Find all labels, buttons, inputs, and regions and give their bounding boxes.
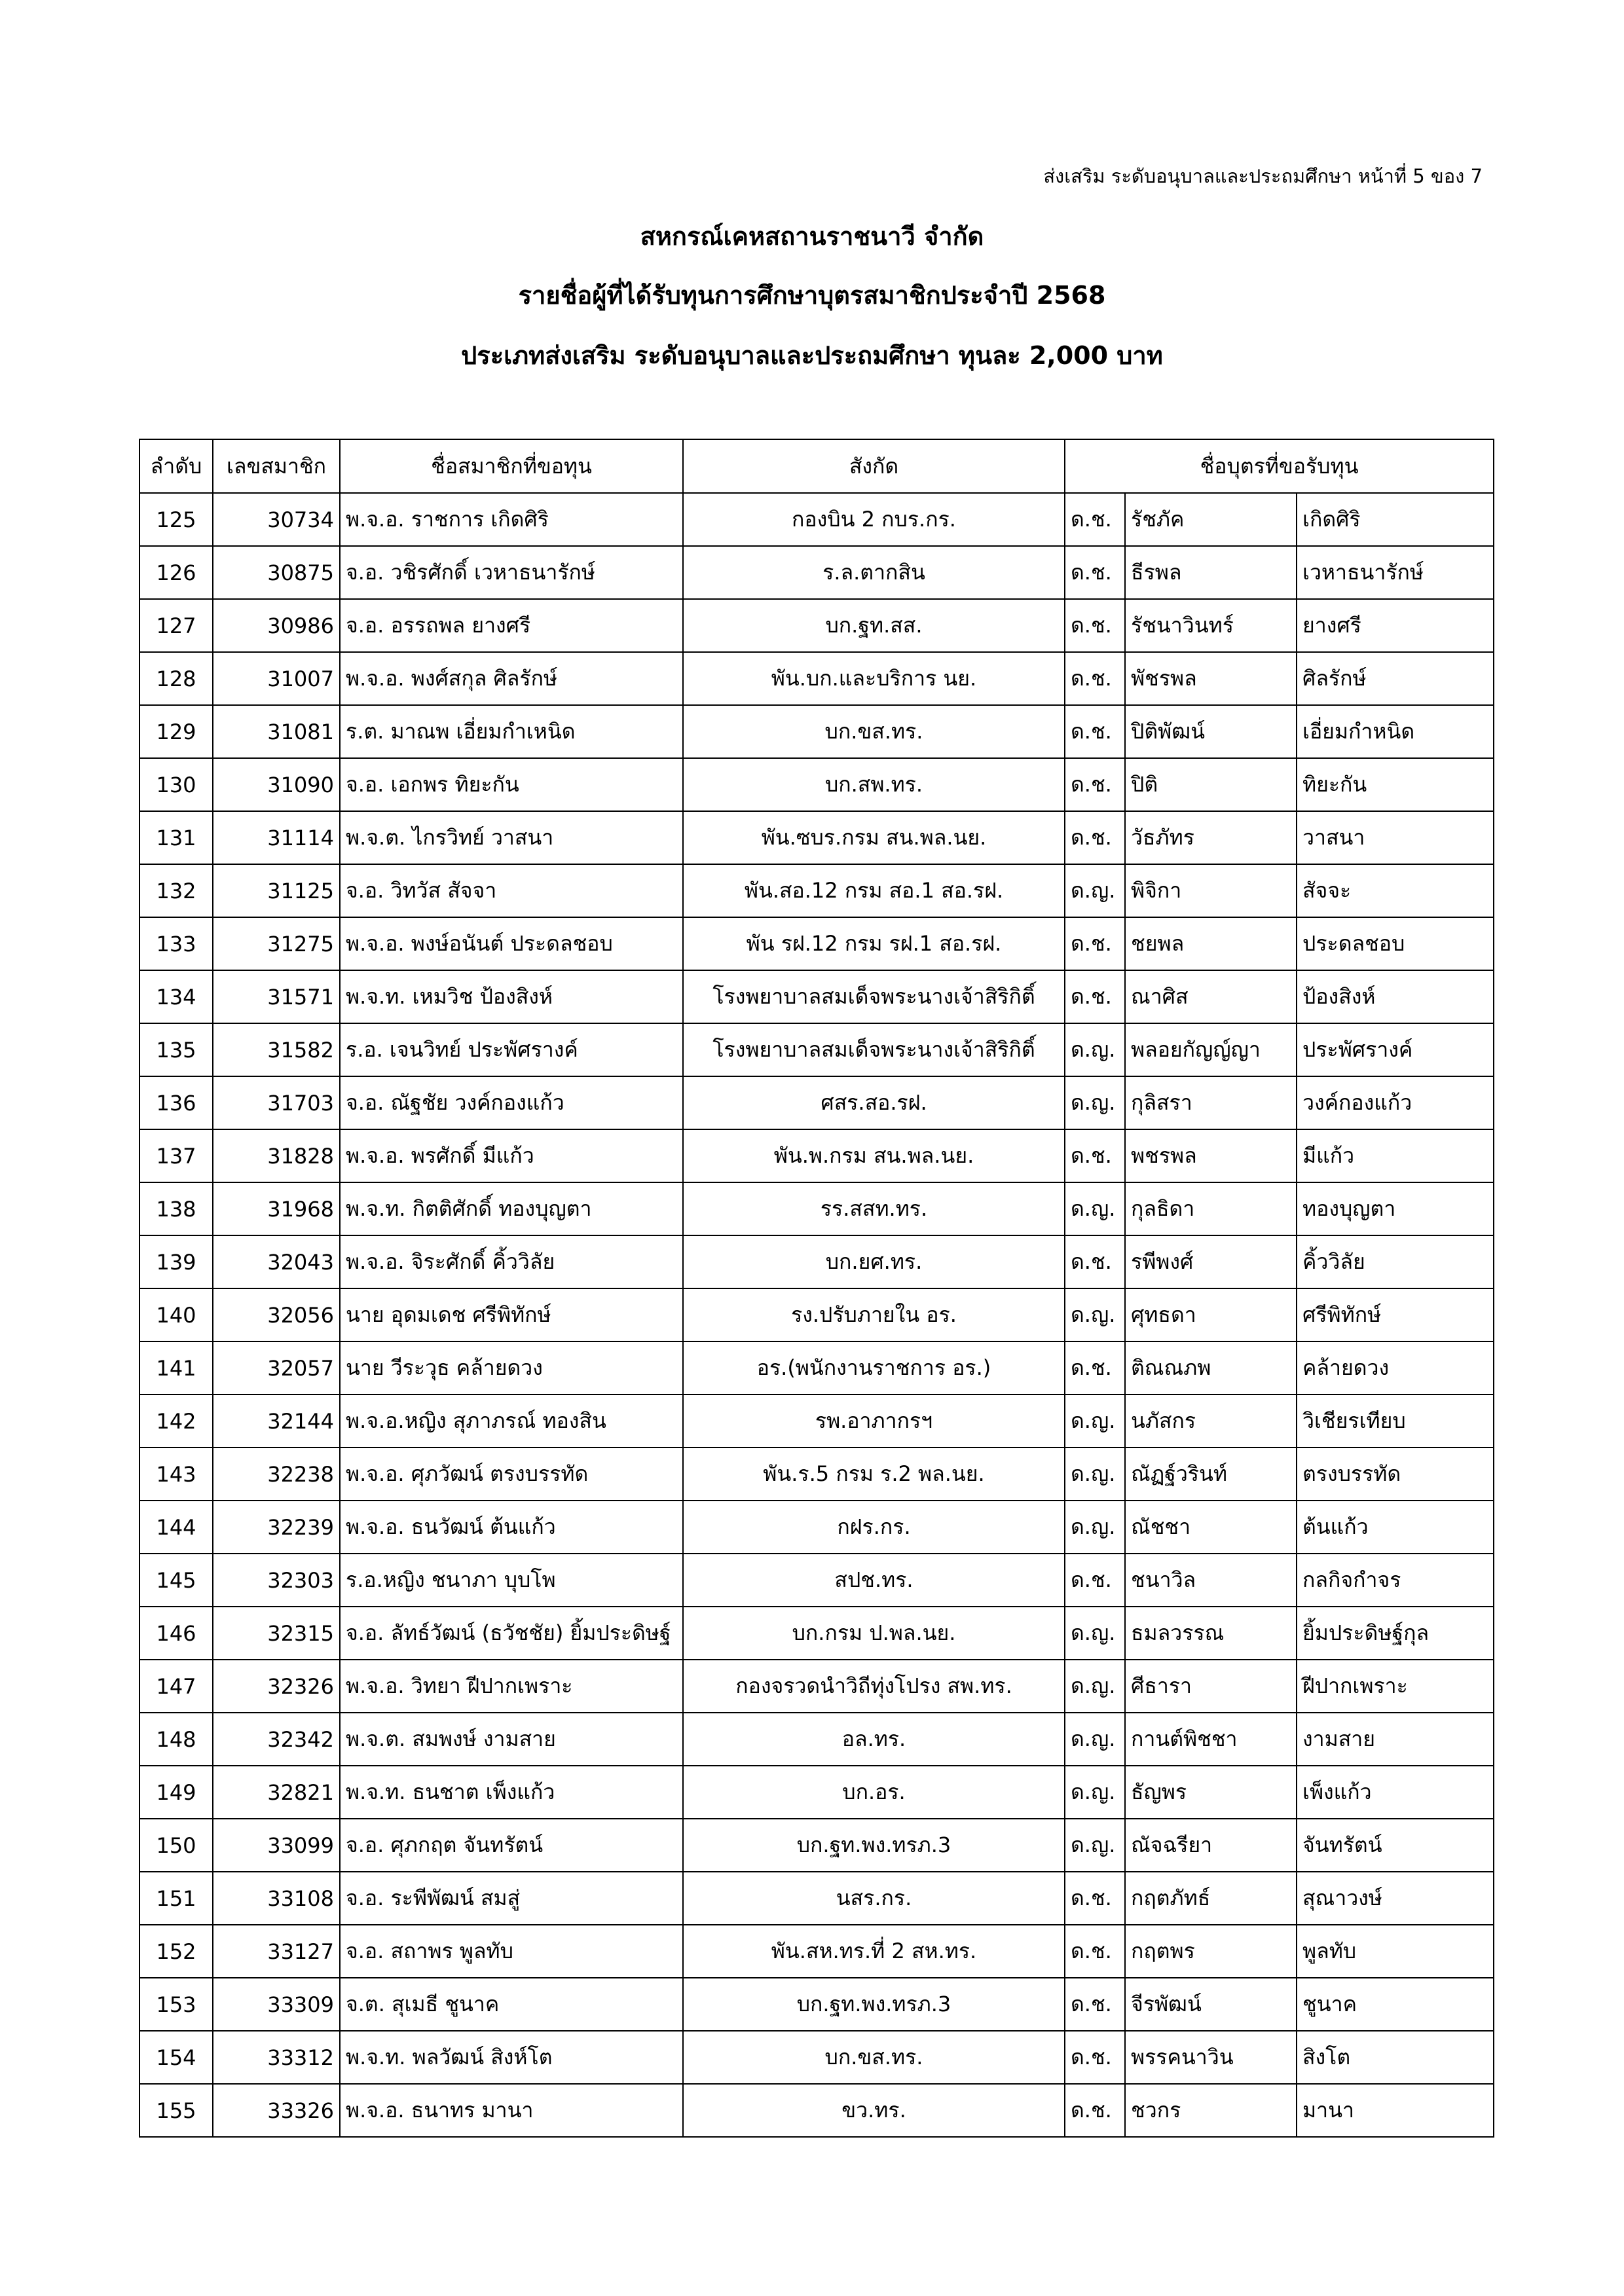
member-name: จ.อ. อรรถพล ยางศรี bbox=[340, 599, 683, 652]
child-first-name: พลอยกัญญ์ญา bbox=[1125, 1023, 1297, 1076]
member-unit: พัน.ร.5 กรม ร.2 พล.นย. bbox=[683, 1448, 1065, 1501]
member-id: 31081 bbox=[213, 705, 340, 758]
table-row bbox=[139, 599, 1494, 652]
member-id: 30734 bbox=[213, 493, 340, 546]
row-number: 132 bbox=[139, 864, 213, 917]
member-id: 32303 bbox=[213, 1554, 340, 1607]
member-unit: กฝร.กร. bbox=[683, 1501, 1065, 1554]
member-name: พ.จ.ต. ไกรวิทย์ วาสนา bbox=[340, 811, 683, 864]
child-first-name: ชยพล bbox=[1125, 917, 1297, 970]
row-number: 143 bbox=[139, 1448, 213, 1501]
member-name: พ.จ.ท. ธนชาต เพ็งแก้ว bbox=[340, 1766, 683, 1819]
child-last-name: ชูนาค bbox=[1297, 1978, 1494, 2031]
header-member-id: เลขสมาชิก bbox=[213, 439, 340, 493]
child-first-name: ติณณภพ bbox=[1125, 1341, 1297, 1394]
child-title: ด.ช. bbox=[1065, 2084, 1125, 2137]
child-first-name: ณัจฉรียา bbox=[1125, 1819, 1297, 1872]
child-first-name: กุลิสรา bbox=[1125, 1076, 1297, 1129]
child-first-name: พัชรพล bbox=[1125, 652, 1297, 705]
child-last-name: เวหาธนารักษ์ bbox=[1297, 546, 1494, 599]
member-name: จ.อ. เอกพร ทิยะกัน bbox=[340, 758, 683, 811]
member-id: 32057 bbox=[213, 1341, 340, 1394]
member-unit: บก.สพ.ทร. bbox=[683, 758, 1065, 811]
table-row bbox=[139, 1554, 1494, 1607]
row-number: 153 bbox=[139, 1978, 213, 2031]
member-name: นาย อุดมเดช ศรีพิทักษ์ bbox=[340, 1288, 683, 1341]
child-title: ด.ช. bbox=[1065, 1554, 1125, 1607]
row-number: 145 bbox=[139, 1554, 213, 1607]
child-title: ด.ญ. bbox=[1065, 1182, 1125, 1235]
member-name: พ.จ.อ. วิทยา ฝีปากเพราะ bbox=[340, 1660, 683, 1713]
member-name: นาย วีระวุธ คล้ายดวง bbox=[340, 1341, 683, 1394]
child-title: ด.ญ. bbox=[1065, 1501, 1125, 1554]
member-name: พ.จ.ท. กิตติศักดิ์ ทองบุญตา bbox=[340, 1182, 683, 1235]
table-row bbox=[139, 1129, 1494, 1182]
table-row bbox=[139, 1394, 1494, 1448]
member-id: 31114 bbox=[213, 811, 340, 864]
child-last-name: เอี่ยมกำหนิด bbox=[1297, 705, 1494, 758]
child-title: ด.ช. bbox=[1065, 1872, 1125, 1925]
member-unit: ขว.ทร. bbox=[683, 2084, 1065, 2137]
child-last-name: ต้นแก้ว bbox=[1297, 1501, 1494, 1554]
table-body bbox=[139, 493, 1494, 2137]
child-first-name: ชนาวิล bbox=[1125, 1554, 1297, 1607]
member-id: 32821 bbox=[213, 1766, 340, 1819]
child-title: ด.ช. bbox=[1065, 2031, 1125, 2084]
page-header: ส่งเสริม ระดับอนุบาลและประถมศึกษา หน้าที่ 5 ของ 7 bbox=[1043, 165, 1483, 187]
row-number: 155 bbox=[139, 2084, 213, 2137]
member-unit: รพ.อาภากรฯ bbox=[683, 1394, 1065, 1448]
member-name: พ.จ.อ. ธนวัฒน์ ต้นแก้ว bbox=[340, 1501, 683, 1554]
row-number: 151 bbox=[139, 1872, 213, 1925]
member-unit: บก.อร. bbox=[683, 1766, 1065, 1819]
header-child-name: ชื่อบุตรที่ขอรับทุน bbox=[1065, 439, 1494, 493]
child-last-name: ตรงบรรทัด bbox=[1297, 1448, 1494, 1501]
member-unit: บก.ขส.ทร. bbox=[683, 2031, 1065, 2084]
table-row bbox=[139, 758, 1494, 811]
member-name: ร.อ. เจนวิทย์ ประพัศรางค์ bbox=[340, 1023, 683, 1076]
member-id: 31828 bbox=[213, 1129, 340, 1182]
child-first-name: ศีธารา bbox=[1125, 1660, 1297, 1713]
child-title: ด.ช. bbox=[1065, 758, 1125, 811]
table-row bbox=[139, 864, 1494, 917]
row-number: 131 bbox=[139, 811, 213, 864]
row-number: 126 bbox=[139, 546, 213, 599]
child-first-name: กฤตภัทธ์ bbox=[1125, 1872, 1297, 1925]
member-unit: นสร.กร. bbox=[683, 1872, 1065, 1925]
member-id: 31090 bbox=[213, 758, 340, 811]
table-row bbox=[139, 1872, 1494, 1925]
row-number: 125 bbox=[139, 493, 213, 546]
row-number: 139 bbox=[139, 1235, 213, 1288]
table-row bbox=[139, 2084, 1494, 2137]
child-last-name: วิเชียรเทียบ bbox=[1297, 1394, 1494, 1448]
child-title: ด.ช. bbox=[1065, 1235, 1125, 1288]
child-title: ด.ญ. bbox=[1065, 1288, 1125, 1341]
table-row bbox=[139, 652, 1494, 705]
member-name: จ.อ. วิทวัส สัจจา bbox=[340, 864, 683, 917]
child-title: ด.ญ. bbox=[1065, 1076, 1125, 1129]
member-name: จ.อ. ศุภกฤต จันทรัตน์ bbox=[340, 1819, 683, 1872]
child-first-name: วัธภัทร bbox=[1125, 811, 1297, 864]
row-number: 136 bbox=[139, 1076, 213, 1129]
member-id: 31968 bbox=[213, 1182, 340, 1235]
row-number: 147 bbox=[139, 1660, 213, 1713]
header-no: ลำดับ bbox=[139, 439, 213, 493]
child-last-name: เพ็งแก้ว bbox=[1297, 1766, 1494, 1819]
table-row bbox=[139, 1607, 1494, 1660]
child-first-name: ธัญพร bbox=[1125, 1766, 1297, 1819]
table-row bbox=[139, 1978, 1494, 2031]
child-title: ด.ญ. bbox=[1065, 1023, 1125, 1076]
member-id: 32144 bbox=[213, 1394, 340, 1448]
table-row bbox=[139, 1288, 1494, 1341]
child-first-name: ณัฏฐ์วรินท์ bbox=[1125, 1448, 1297, 1501]
child-last-name: ทองบุญตา bbox=[1297, 1182, 1494, 1235]
child-title: ด.ช. bbox=[1065, 1925, 1125, 1978]
member-name: จ.อ. ณัฐชัย วงค์กองแก้ว bbox=[340, 1076, 683, 1129]
table-row bbox=[139, 970, 1494, 1023]
child-title: ด.ช. bbox=[1065, 1129, 1125, 1182]
member-unit: สปช.ทร. bbox=[683, 1554, 1065, 1607]
row-number: 144 bbox=[139, 1501, 213, 1554]
member-unit: ศสร.สอ.รฝ. bbox=[683, 1076, 1065, 1129]
child-title: ด.ญ. bbox=[1065, 1607, 1125, 1660]
member-name: พ.จ.อ. ศุภวัฒน์ ตรงบรรทัด bbox=[340, 1448, 683, 1501]
child-first-name: ณัชชา bbox=[1125, 1501, 1297, 1554]
child-first-name: ศุทธดา bbox=[1125, 1288, 1297, 1341]
child-title: ด.ช. bbox=[1065, 970, 1125, 1023]
child-first-name: พชรพล bbox=[1125, 1129, 1297, 1182]
row-number: 129 bbox=[139, 705, 213, 758]
row-number: 140 bbox=[139, 1288, 213, 1341]
member-name: จ.อ. สถาพร พูลทับ bbox=[340, 1925, 683, 1978]
child-first-name: รัชนาวินทร์ bbox=[1125, 599, 1297, 652]
child-title: ด.ช. bbox=[1065, 1341, 1125, 1394]
row-number: 149 bbox=[139, 1766, 213, 1819]
row-number: 130 bbox=[139, 758, 213, 811]
child-title: ด.ช. bbox=[1065, 493, 1125, 546]
row-number: 150 bbox=[139, 1819, 213, 1872]
child-last-name: คิ้ววิลัย bbox=[1297, 1235, 1494, 1288]
row-number: 127 bbox=[139, 599, 213, 652]
member-id: 30875 bbox=[213, 546, 340, 599]
child-first-name: ชวกร bbox=[1125, 2084, 1297, 2137]
child-title: ด.ญ. bbox=[1065, 1713, 1125, 1766]
child-last-name: มีแก้ว bbox=[1297, 1129, 1494, 1182]
member-unit: ร.ล.ตากสิน bbox=[683, 546, 1065, 599]
member-name: พ.จ.อ. ราชการ เกิดศิริ bbox=[340, 493, 683, 546]
row-number: 133 bbox=[139, 917, 213, 970]
member-id: 33312 bbox=[213, 2031, 340, 2084]
child-last-name: สุณาวงษ์ bbox=[1297, 1872, 1494, 1925]
child-first-name: กานต์พิชชา bbox=[1125, 1713, 1297, 1766]
child-first-name: ธีรพล bbox=[1125, 546, 1297, 599]
child-title: ด.ช. bbox=[1065, 917, 1125, 970]
member-name: ร.ต. มาณพ เอี่ยมกำเหนิด bbox=[340, 705, 683, 758]
child-first-name: พิจิกา bbox=[1125, 864, 1297, 917]
child-first-name: รัชภัค bbox=[1125, 493, 1297, 546]
child-first-name: กฤตพร bbox=[1125, 1925, 1297, 1978]
child-last-name: ยางศรี bbox=[1297, 599, 1494, 652]
member-name: พ.จ.อ. พงษ์อนันต์ ประดลชอบ bbox=[340, 917, 683, 970]
child-last-name: ทิยะกัน bbox=[1297, 758, 1494, 811]
table-row bbox=[139, 1713, 1494, 1766]
list-title: รายชื่อผู้ที่ได้รับทุนการศึกษาบุตรสมาชิกประจำปี 2568 bbox=[518, 281, 1106, 310]
member-name: พ.จ.อ. พรศักดิ์ มีแก้ว bbox=[340, 1129, 683, 1182]
child-last-name: ยิ้มประดิษฐ์กุล bbox=[1297, 1607, 1494, 1660]
member-unit: พัน รฝ.12 กรม รฝ.1 สอ.รฝ. bbox=[683, 917, 1065, 970]
member-name: จ.ต. สุเมธี ชูนาค bbox=[340, 1978, 683, 2031]
member-id: 32239 bbox=[213, 1501, 340, 1554]
member-id: 31582 bbox=[213, 1023, 340, 1076]
member-id: 31703 bbox=[213, 1076, 340, 1129]
row-number: 154 bbox=[139, 2031, 213, 2084]
header-unit: สังกัด bbox=[683, 439, 1065, 493]
table-row bbox=[139, 705, 1494, 758]
member-name: จ.อ. ลัทธ์วัฒน์ (ธวัชชัย) ยิ้มประดิษฐ์ bbox=[340, 1607, 683, 1660]
member-name: พ.จ.ท. พลวัฒน์ สิงห์โต bbox=[340, 2031, 683, 2084]
child-title: ด.ช. bbox=[1065, 599, 1125, 652]
table-row bbox=[139, 1448, 1494, 1501]
table-row bbox=[139, 546, 1494, 599]
child-title: ด.ช. bbox=[1065, 546, 1125, 599]
child-first-name: ธมลวรรณ bbox=[1125, 1607, 1297, 1660]
row-number: 135 bbox=[139, 1023, 213, 1076]
row-number: 141 bbox=[139, 1341, 213, 1394]
member-unit: อร.(พนักงานราชการ อร.) bbox=[683, 1341, 1065, 1394]
member-name: พ.จ.อ.หญิง สุภาภรณ์ ทองสิน bbox=[340, 1394, 683, 1448]
scholarship-roster-table bbox=[139, 439, 1494, 2138]
row-number: 146 bbox=[139, 1607, 213, 1660]
child-last-name: เกิดศิริ bbox=[1297, 493, 1494, 546]
member-name: พ.จ.ต. สมพงษ์ งามสาย bbox=[340, 1713, 683, 1766]
child-first-name: พรรคนาวิน bbox=[1125, 2031, 1297, 2084]
row-number: 152 bbox=[139, 1925, 213, 1978]
member-id: 33309 bbox=[213, 1978, 340, 2031]
row-number: 134 bbox=[139, 970, 213, 1023]
row-number: 142 bbox=[139, 1394, 213, 1448]
row-number: 138 bbox=[139, 1182, 213, 1235]
member-id: 32238 bbox=[213, 1448, 340, 1501]
member-id: 32326 bbox=[213, 1660, 340, 1713]
child-first-name: กุลธิดา bbox=[1125, 1182, 1297, 1235]
child-last-name: ฝีปากเพราะ bbox=[1297, 1660, 1494, 1713]
member-id: 30986 bbox=[213, 599, 340, 652]
member-unit: บก.ยศ.ทร. bbox=[683, 1235, 1065, 1288]
child-last-name: จันทรัตน์ bbox=[1297, 1819, 1494, 1872]
member-name: จ.อ. ระพีพัฒน์ สมสู่ bbox=[340, 1872, 683, 1925]
table-row bbox=[139, 1766, 1494, 1819]
child-last-name: สิงโต bbox=[1297, 2031, 1494, 2084]
child-last-name: ประดลชอบ bbox=[1297, 917, 1494, 970]
member-id: 33099 bbox=[213, 1819, 340, 1872]
child-first-name: ปิติ bbox=[1125, 758, 1297, 811]
child-last-name: คล้ายดวง bbox=[1297, 1341, 1494, 1394]
member-unit: บก.ขส.ทร. bbox=[683, 705, 1065, 758]
row-number: 137 bbox=[139, 1129, 213, 1182]
member-name: พ.จ.อ. จิระศักดิ์ คิ้ววิลัย bbox=[340, 1235, 683, 1288]
member-unit: บก.ฐท.พง.ทรภ.3 bbox=[683, 1978, 1065, 2031]
member-id: 32315 bbox=[213, 1607, 340, 1660]
table-row bbox=[139, 1501, 1494, 1554]
child-last-name: ศรีพิทักษ์ bbox=[1297, 1288, 1494, 1341]
child-title: ด.ญ. bbox=[1065, 1394, 1125, 1448]
member-unit: บก.ฐท.พง.ทรภ.3 bbox=[683, 1819, 1065, 1872]
table-row bbox=[139, 1819, 1494, 1872]
member-id: 33326 bbox=[213, 2084, 340, 2137]
member-unit: รร.สสท.ทร. bbox=[683, 1182, 1065, 1235]
member-name: พ.จ.อ. ธนาทร มานา bbox=[340, 2084, 683, 2137]
member-unit: โรงพยาบาลสมเด็จพระนางเจ้าสิริกิติ์ bbox=[683, 1023, 1065, 1076]
child-last-name: ศิลรักษ์ bbox=[1297, 652, 1494, 705]
member-id: 31571 bbox=[213, 970, 340, 1023]
scholarship-type-title: ประเภทส่งเสริม ระดับอนุบาลและประถมศึกษา ทุนละ 2,000 บาท bbox=[461, 341, 1163, 370]
child-last-name: กลกิจกำจร bbox=[1297, 1554, 1494, 1607]
child-title: ด.ญ. bbox=[1065, 1766, 1125, 1819]
child-last-name: พูลทับ bbox=[1297, 1925, 1494, 1978]
child-last-name: วงค์กองแก้ว bbox=[1297, 1076, 1494, 1129]
child-last-name: สัจจะ bbox=[1297, 864, 1494, 917]
member-name: พ.จ.อ. พงศ์สกุล ศิลรักษ์ bbox=[340, 652, 683, 705]
member-unit: โรงพยาบาลสมเด็จพระนางเจ้าสิริกิติ์ bbox=[683, 970, 1065, 1023]
table-row bbox=[139, 1341, 1494, 1394]
member-name: ร.อ.หญิง ชนาภา บุบโพ bbox=[340, 1554, 683, 1607]
member-id: 32056 bbox=[213, 1288, 340, 1341]
member-unit: อล.ทร. bbox=[683, 1713, 1065, 1766]
member-id: 31007 bbox=[213, 652, 340, 705]
row-number: 128 bbox=[139, 652, 213, 705]
member-unit: พัน.สห.ทร.ที่ 2 สห.ทร. bbox=[683, 1925, 1065, 1978]
child-last-name: วาสนา bbox=[1297, 811, 1494, 864]
child-last-name: ป้องสิงห์ bbox=[1297, 970, 1494, 1023]
table-row bbox=[139, 1023, 1494, 1076]
member-unit: พัน.พ.กรม สน.พล.นย. bbox=[683, 1129, 1065, 1182]
table-header-row bbox=[139, 439, 1494, 493]
child-first-name: นภัสกร bbox=[1125, 1394, 1297, 1448]
member-id: 31125 bbox=[213, 864, 340, 917]
child-title: ด.ญ. bbox=[1065, 1660, 1125, 1713]
child-first-name: ปิติพัฒน์ bbox=[1125, 705, 1297, 758]
child-last-name: งามสาย bbox=[1297, 1713, 1494, 1766]
member-unit: พัน.สอ.12 กรม สอ.1 สอ.รฝ. bbox=[683, 864, 1065, 917]
table-row bbox=[139, 1076, 1494, 1129]
child-last-name: มานา bbox=[1297, 2084, 1494, 2137]
member-name: พ.จ.ท. เหมวิช ป้องสิงห์ bbox=[340, 970, 683, 1023]
child-title: ด.ญ. bbox=[1065, 1819, 1125, 1872]
member-id: 33108 bbox=[213, 1872, 340, 1925]
table-row bbox=[139, 1925, 1494, 1978]
child-first-name: จีรพัฒน์ bbox=[1125, 1978, 1297, 2031]
table-row bbox=[139, 1660, 1494, 1713]
child-title: ด.ช. bbox=[1065, 1978, 1125, 2031]
table-row bbox=[139, 493, 1494, 546]
child-title: ด.ญ. bbox=[1065, 864, 1125, 917]
member-unit: รง.ปรับภายใน อร. bbox=[683, 1288, 1065, 1341]
member-id: 32342 bbox=[213, 1713, 340, 1766]
member-id: 32043 bbox=[213, 1235, 340, 1288]
child-title: ด.ช. bbox=[1065, 811, 1125, 864]
member-unit: กองจรวดนำวิถีทุ่งโปรง สพ.ทร. bbox=[683, 1660, 1065, 1713]
member-id: 31275 bbox=[213, 917, 340, 970]
table-row bbox=[139, 1235, 1494, 1288]
child-first-name: ณาศิส bbox=[1125, 970, 1297, 1023]
table-row bbox=[139, 917, 1494, 970]
child-title: ด.ญ. bbox=[1065, 1448, 1125, 1501]
cooperative-title: สหกรณ์เคหสถานราชนาวี จำกัด bbox=[640, 222, 984, 251]
member-unit: บก.กรม ป.พล.นย. bbox=[683, 1607, 1065, 1660]
member-unit: กองบิน 2 กบร.กร. bbox=[683, 493, 1065, 546]
child-first-name: รพีพงศ์ bbox=[1125, 1235, 1297, 1288]
member-unit: บก.ฐท.สส. bbox=[683, 599, 1065, 652]
row-number: 148 bbox=[139, 1713, 213, 1766]
header-member-name: ชื่อสมาชิกที่ขอทุน bbox=[340, 439, 683, 493]
member-id: 33127 bbox=[213, 1925, 340, 1978]
child-title: ด.ช. bbox=[1065, 652, 1125, 705]
table-row bbox=[139, 2031, 1494, 2084]
child-last-name: ประพัศรางค์ bbox=[1297, 1023, 1494, 1076]
table-row bbox=[139, 811, 1494, 864]
child-title: ด.ช. bbox=[1065, 705, 1125, 758]
member-unit: พัน.ซบร.กรม สน.พล.นย. bbox=[683, 811, 1065, 864]
table-row bbox=[139, 1182, 1494, 1235]
member-name: จ.อ. วชิรศักดิ์ เวหาธนารักษ์ bbox=[340, 546, 683, 599]
member-unit: พัน.บก.และบริการ นย. bbox=[683, 652, 1065, 705]
